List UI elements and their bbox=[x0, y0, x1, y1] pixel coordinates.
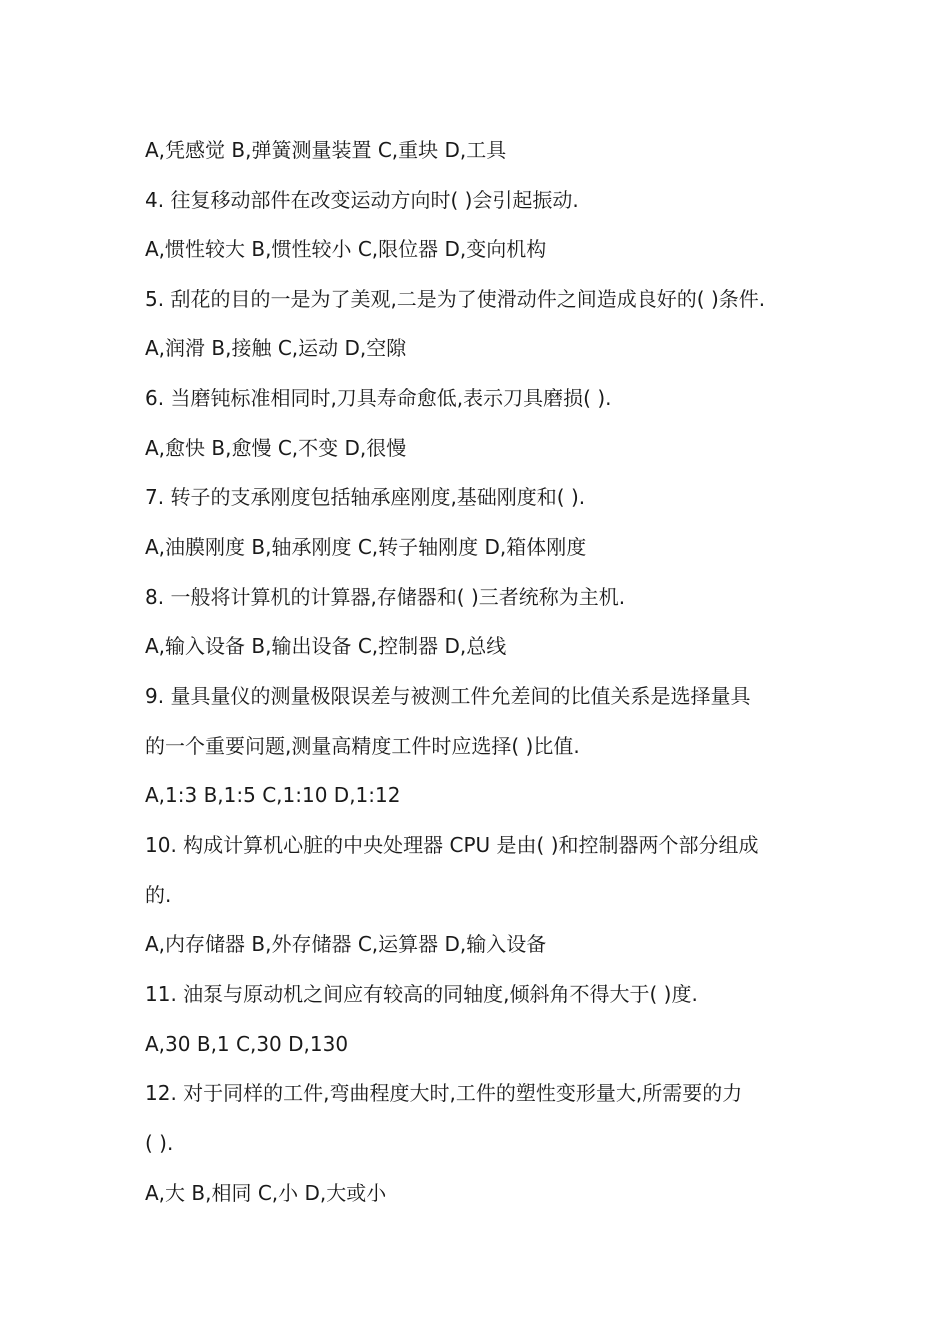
question-4: 4. 往复移动部件在改变运动方向时( )会引起振动. bbox=[145, 188, 579, 212]
question-12-line-2: ( ). bbox=[145, 1131, 174, 1155]
answer-options-q6: A,愈快 B,愈慢 C,不变 D,很慢 bbox=[145, 436, 407, 460]
answer-options-q8: A,输入设备 B,输出设备 C,控制器 D,总线 bbox=[145, 634, 507, 658]
answer-options-q9: A,1:3 B,1:5 C,1:10 D,1:12 bbox=[145, 783, 401, 807]
question-9-line-2: 的一个重要问题,测量高精度工件时应选择( )比值. bbox=[145, 734, 580, 758]
question-11: 11. 油泵与原动机之间应有较高的同轴度,倾斜角不得大于( )度. bbox=[145, 982, 698, 1006]
question-5: 5. 刮花的目的一是为了美观,二是为了使滑动件之间造成良好的( )条件. bbox=[145, 287, 766, 311]
question-9-line-1: 9. 量具量仪的测量极限误差与被测工件允差间的比值关系是选择量具 bbox=[145, 684, 751, 708]
answer-options-q7: A,油膜刚度 B,轴承刚度 C,转子轴刚度 D,箱体刚度 bbox=[145, 535, 587, 559]
question-12-line-1: 12. 对于同样的工件,弯曲程度大时,工件的塑性变形量大,所需要的力 bbox=[145, 1081, 743, 1105]
question-6: 6. 当磨钝标准相同时,刀具寿命愈低,表示刀具磨损( ). bbox=[145, 386, 612, 410]
question-10-line-1: 10. 构成计算机心脏的中央处理器 CPU 是由( )和控制器两个部分组成 bbox=[145, 833, 759, 857]
answer-options-q5: A,润滑 B,接触 C,运动 D,空隙 bbox=[145, 336, 407, 360]
question-10-line-2: 的. bbox=[145, 883, 172, 907]
answer-options-q10: A,内存储器 B,外存储器 C,运算器 D,输入设备 bbox=[145, 932, 547, 956]
question-8: 8. 一般将计算机的计算器,存储器和( )三者统称为主机. bbox=[145, 585, 626, 609]
answer-options-q12: A,大 B,相同 C,小 D,大或小 bbox=[145, 1181, 387, 1205]
answer-options-q4: A,惯性较大 B,惯性较小 C,限位器 D,变向机构 bbox=[145, 237, 547, 261]
answer-options-q3: A,凭感觉 B,弹簧测量装置 C,重块 D,工具 bbox=[145, 138, 507, 162]
answer-options-q11: A,30 B,1 C,30 D,130 bbox=[145, 1032, 349, 1056]
question-7: 7. 转子的支承刚度包括轴承座刚度,基础刚度和( ). bbox=[145, 485, 586, 509]
